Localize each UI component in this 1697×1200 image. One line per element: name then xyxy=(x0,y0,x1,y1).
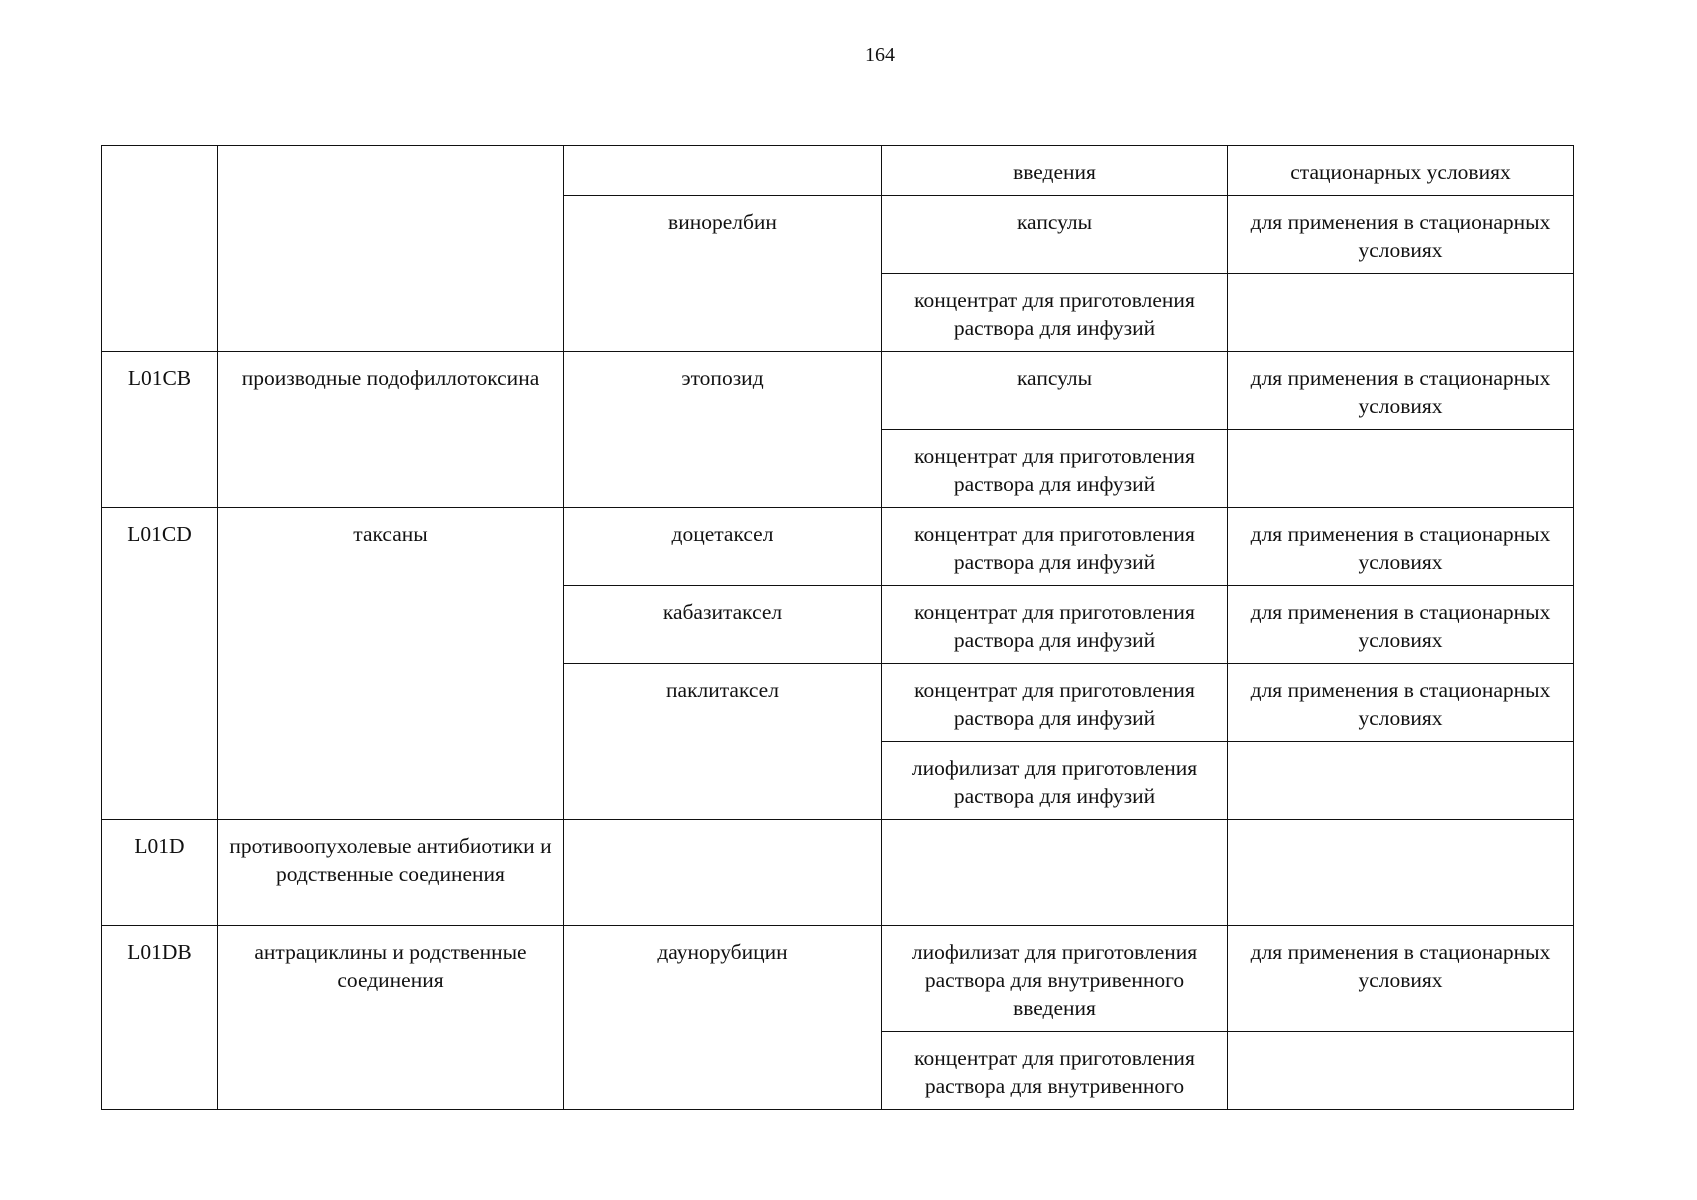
drug-table xyxy=(101,145,1574,1110)
drug-cell: кабазитаксел xyxy=(564,586,882,664)
form-cell: введения xyxy=(882,146,1228,196)
form-cell xyxy=(882,820,1228,926)
note-cell: для применения в стационарных условиях xyxy=(1228,196,1574,274)
table-row xyxy=(102,146,1574,196)
group-cell: производные подофиллотоксина xyxy=(218,352,564,508)
drug-cell: даунорубицин xyxy=(564,926,882,1110)
atc-code-cell: L01D xyxy=(102,820,218,926)
note-cell xyxy=(1228,274,1574,352)
form-cell: лиофилизат для приготовления раствора для инфузий xyxy=(882,742,1228,820)
table-row xyxy=(102,352,1574,430)
form-cell: концентрат для приготовления раствора для инфузий xyxy=(882,274,1228,352)
atc-code-cell xyxy=(102,146,218,352)
group-cell: антрациклины и родственные соединения xyxy=(218,926,564,1110)
group-cell: таксаны xyxy=(218,508,564,820)
form-cell: капсулы xyxy=(882,196,1228,274)
atc-code-cell: L01CB xyxy=(102,352,218,508)
note-cell: для применения в стационарных условиях xyxy=(1228,508,1574,586)
note-cell: для применения в стационарных условиях xyxy=(1228,586,1574,664)
drug-cell: доцетаксел xyxy=(564,508,882,586)
drug-cell: паклитаксел xyxy=(564,664,882,820)
group-cell: противоопухолевые антибиотики и родственные соединения xyxy=(218,820,564,926)
group-cell xyxy=(218,146,564,352)
note-cell xyxy=(1228,820,1574,926)
atc-code-cell: L01CD xyxy=(102,508,218,820)
note-cell: для применения в стационарных условиях xyxy=(1228,352,1574,430)
table-row xyxy=(102,926,1574,1032)
form-cell: концентрат для приготовления раствора для инфузий xyxy=(882,664,1228,742)
form-cell: капсулы xyxy=(882,352,1228,430)
drug-cell: винорелбин xyxy=(564,196,882,352)
form-cell: лиофилизат для приготовления раствора для внутривенного введения xyxy=(882,926,1228,1032)
drug-cell xyxy=(564,820,882,926)
note-cell xyxy=(1228,742,1574,820)
drug-cell: этопозид xyxy=(564,352,882,508)
form-cell: концентрат для приготовления раствора для внутривенного xyxy=(882,1032,1228,1110)
note-cell: для применения в стационарных условиях xyxy=(1228,664,1574,742)
note-cell xyxy=(1228,430,1574,508)
form-cell: концентрат для приготовления раствора для инфузий xyxy=(882,508,1228,586)
note-cell xyxy=(1228,1032,1574,1110)
form-cell: концентрат для приготовления раствора для инфузий xyxy=(882,586,1228,664)
note-cell: стационарных условиях xyxy=(1228,146,1574,196)
drug-cell xyxy=(564,146,882,196)
table-row xyxy=(102,820,1574,926)
table-row xyxy=(102,508,1574,586)
atc-code-cell: L01DB xyxy=(102,926,218,1110)
page-number: 164 xyxy=(865,44,895,66)
form-cell: концентрат для приготовления раствора для инфузий xyxy=(882,430,1228,508)
note-cell: для применения в стационарных условиях xyxy=(1228,926,1574,1032)
